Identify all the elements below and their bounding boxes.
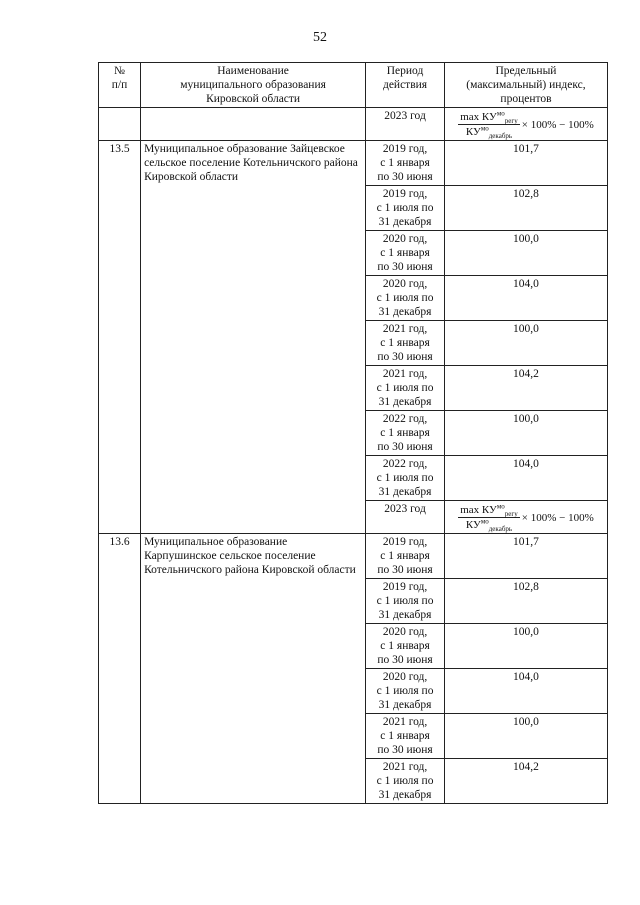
cell-num [99, 108, 141, 141]
municipality-name: Муниципальное образование Зайцевское сельское поселение Котельничского района Кировской области [141, 141, 366, 534]
period-cell: 2020 год, с 1 января по 30 июня [366, 624, 445, 669]
formula-tail: × 100% − 100% [521, 118, 594, 131]
period-cell: 2019 год, с 1 января по 30 июня [366, 534, 445, 579]
index-value: 100,0 [444, 321, 607, 366]
index-value: 102,8 [444, 186, 607, 231]
formula-fraction [458, 110, 520, 139]
municipality-name: Муниципальное образование Карпушинское сельское поселение Котельничского района Кировской области [141, 534, 366, 804]
formula-denominator: $КУ^{мо}_{декабрь}$ [465, 124, 513, 141]
formula-numerator: $\max КУ^{мо}_{регу}$ [460, 109, 518, 126]
index-value: 100,0 [444, 624, 607, 669]
period-cell: 2021 год, с 1 июля по 31 декабря [366, 759, 445, 804]
header-num: № п/п [99, 63, 141, 108]
formula-tail: × 100% − 100% [521, 511, 594, 524]
index-value: 100,0 [444, 411, 607, 456]
period-cell: 2019 год, с 1 января по 30 июня [366, 141, 445, 186]
period-cell: 2021 год, с 1 января по 30 июня [366, 321, 445, 366]
period-cell: 2023 год [366, 501, 445, 534]
formula [448, 502, 604, 532]
tariff-index-table [98, 62, 608, 804]
period-cell: 2021 год, с 1 июля по 31 декабря [366, 366, 445, 411]
table-row [99, 141, 608, 186]
index-value: 104,0 [444, 276, 607, 321]
period-cell: 2021 год, с 1 января по 30 июня [366, 714, 445, 759]
page-number: 52 [313, 30, 327, 45]
period-cell: 2019 год, с 1 июля по 31 декабря [366, 186, 445, 231]
index-value: 104,0 [444, 456, 607, 501]
header-index: Предельный (максимальный) индекс, процентов [444, 63, 607, 108]
index-formula-cell [444, 501, 607, 534]
table-row [99, 534, 608, 579]
index-value: 102,8 [444, 579, 607, 624]
cell-index-formula [444, 108, 607, 141]
table-header-row [99, 63, 608, 108]
header-period: Период действия [366, 63, 445, 108]
period-cell: 2022 год, с 1 июля по 31 декабря [366, 456, 445, 501]
index-value: 104,2 [444, 366, 607, 411]
period-cell: 2020 год, с 1 июля по 31 декабря [366, 669, 445, 714]
formula-numerator: $\max КУ^{мо}_{регу}$ [460, 502, 518, 519]
table-body [99, 108, 608, 804]
section-number: 13.5 [99, 141, 141, 534]
formula-denominator: $КУ^{мо}_{декабрь}$ [465, 517, 513, 534]
index-value: 101,7 [444, 141, 607, 186]
formula [448, 109, 604, 139]
header-name: Наименование муниципального образования Кировской области [141, 63, 366, 108]
cell-period: 2023 год [366, 108, 445, 141]
period-cell: 2020 год, с 1 июля по 31 декабря [366, 276, 445, 321]
table-row-continuation [99, 108, 608, 141]
index-value: 101,7 [444, 534, 607, 579]
index-value: 104,0 [444, 669, 607, 714]
formula-fraction [458, 503, 520, 532]
period-cell: 2022 год, с 1 января по 30 июня [366, 411, 445, 456]
index-value: 100,0 [444, 231, 607, 276]
period-cell: 2020 год, с 1 января по 30 июня [366, 231, 445, 276]
period-cell: 2019 год, с 1 июля по 31 декабря [366, 579, 445, 624]
section-number: 13.6 [99, 534, 141, 804]
cell-name [141, 108, 366, 141]
index-value: 104,2 [444, 759, 607, 804]
index-value: 100,0 [444, 714, 607, 759]
